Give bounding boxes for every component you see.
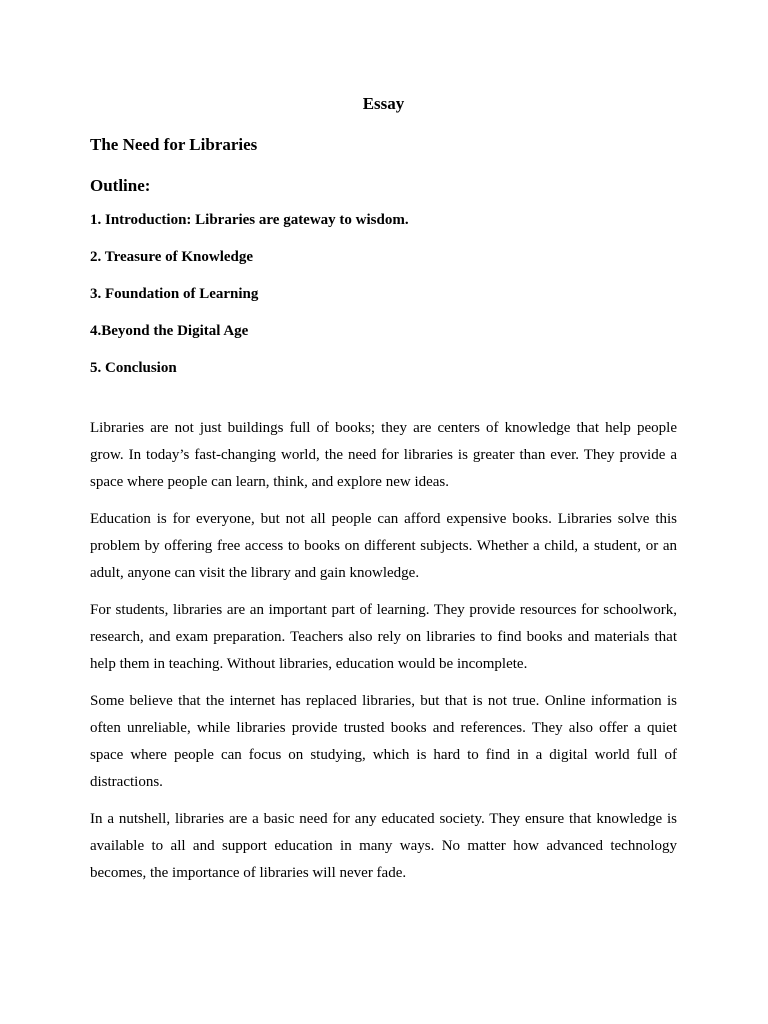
paragraph-treasure-of-knowledge: Education is for everyone, but not all people can afford expensive books. Libraries solve this problem by offering free access to books on different subjects. Whether a child, a student, or an adult, anyone can visit the library and gain knowledge. (90, 511, 677, 581)
outline-item-beyond-digital-age: 4.Beyond the Digital Age (90, 323, 249, 339)
paragraph-introduction: Libraries are not just buildings full of books; they are centers of knowledge that help people grow. In today’s fast-changing world, the need for libraries is greater than ever. They provide a space where people can learn, think, and explore new ideas. (90, 420, 677, 490)
outline-item-treasure-of-knowledge: 2. Treasure of Knowledge (90, 249, 254, 265)
outline-item-introduction: 1. Introduction: Libraries are gateway to wisdom. (90, 212, 409, 228)
document-label: Essay (362, 94, 405, 113)
outline-heading: Outline: (90, 176, 151, 195)
paragraph-foundation-of-learning: For students, libraries are an important part of learning. They provide resources for schoolwork, research, and exam preparation. Teachers also rely on libraries to find books and materials that help them in teaching. Without libraries, education would be incomplete. (90, 602, 677, 672)
outline-list (90, 210, 677, 378)
outline-item-foundation-of-learning: 3. Foundation of Learning (90, 286, 259, 302)
document-content (90, 92, 677, 897)
paragraph-beyond-digital-age: Some believe that the internet has replaced libraries, but that is not true. Online information is often unreliable, while libraries provide trusted books and references. They also offer a quiet space where people can focus on studying, which is hard to find in a digital world full of distractions. (90, 693, 677, 790)
essay-title: The Need for Libraries (90, 135, 258, 154)
essay-body (90, 415, 677, 887)
outline-item-conclusion: 5. Conclusion (90, 360, 177, 376)
paragraph-conclusion: In a nutshell, libraries are a basic need for any educated society. They ensure that knowledge is available to all and support education in many ways. No matter how advanced technology becomes, the importance of libraries will never fade. (90, 811, 677, 881)
